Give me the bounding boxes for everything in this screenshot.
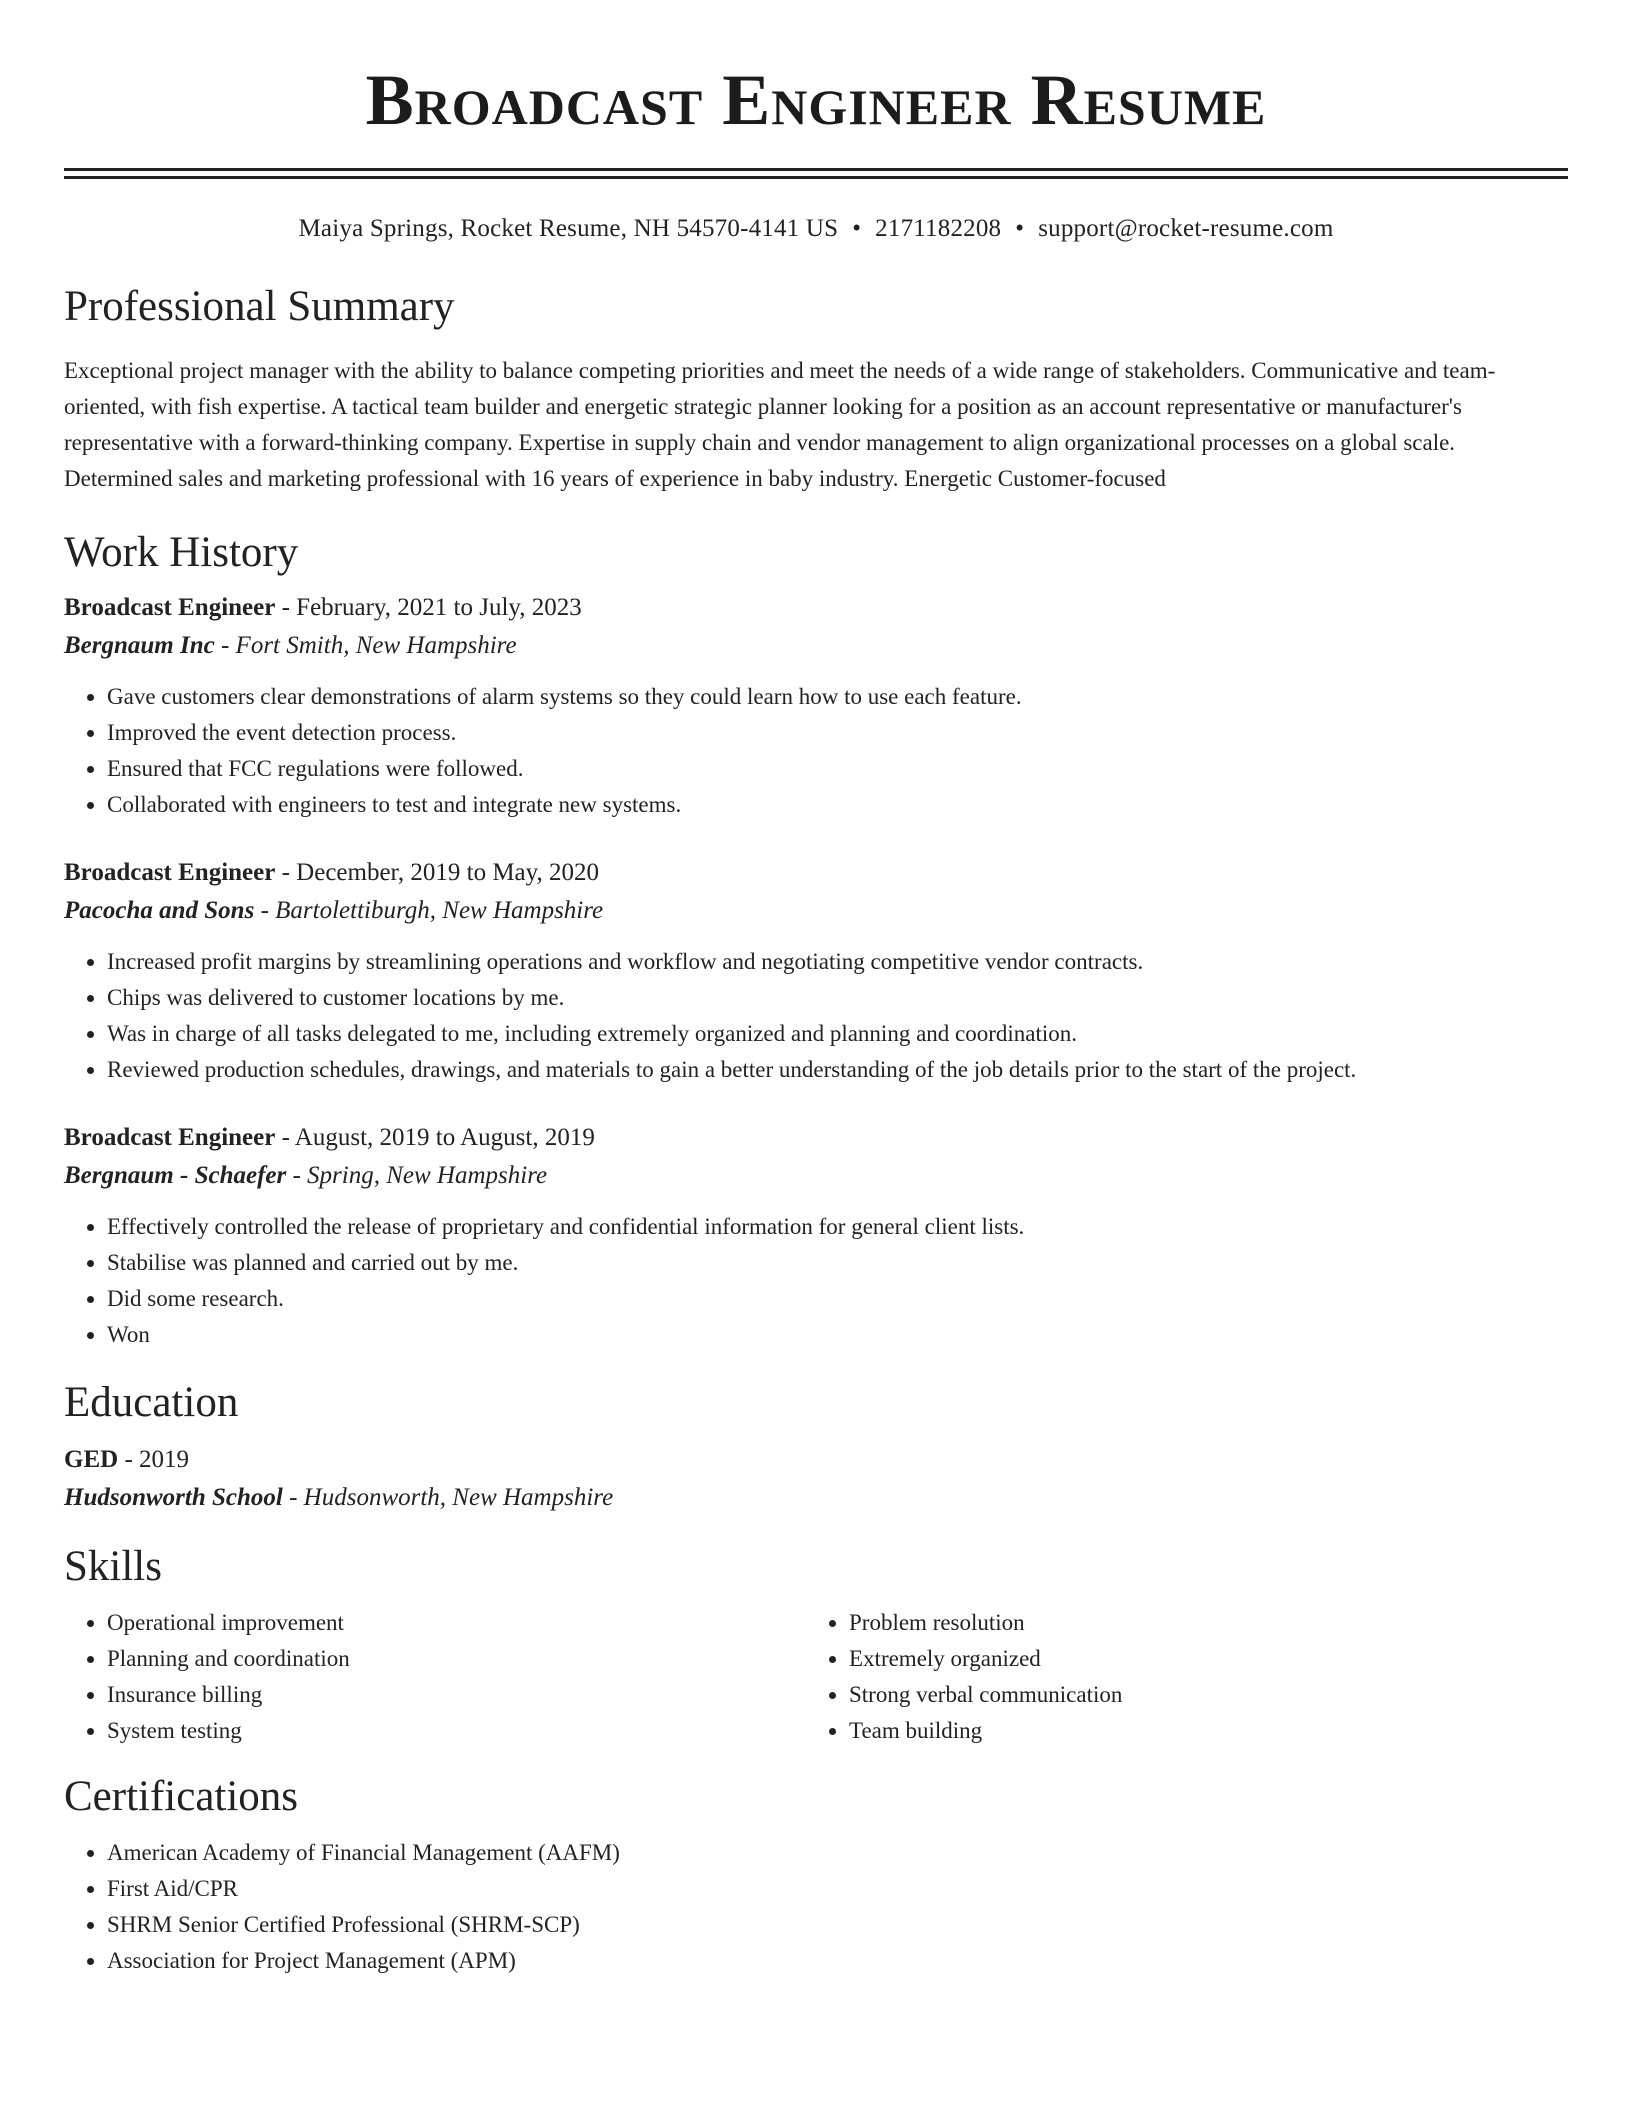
job-bullet: • Effectively controlled the release of proprietary and confidential information for general client lists.: [107, 1209, 1568, 1245]
job-header: [64, 1119, 1568, 1157]
job-title: Broadcast Engineer: [64, 1124, 276, 1151]
skill-item: • Insurance billing: [107, 1677, 806, 1713]
job-bullet: • Collaborated with engineers to test and integrate new systems.: [107, 787, 1568, 823]
job-header: [64, 589, 1568, 627]
contact-separator: •: [852, 215, 862, 242]
certification-item: • Association for Project Management (APM): [107, 1943, 1568, 1979]
job-bullets: [64, 944, 1568, 1088]
job-company-line: [64, 892, 1568, 930]
contact-address: Maiya Springs, Rocket Resume, NH 54570-4141 US: [298, 215, 839, 242]
job-company: Bergnaum - Schaefer: [64, 1162, 287, 1189]
job-bullet: • Did some research.: [107, 1281, 1568, 1317]
skill-item: • Strong verbal communication: [849, 1677, 1548, 1713]
job-bullet: • Increased profit margins by streamlining operations and workflow and negotiating competitive vendor contracts.: [107, 944, 1568, 980]
education-heading: Education: [64, 1379, 239, 1426]
job-bullet: • Ensured that FCC regulations were followed.: [107, 751, 1568, 787]
skill-item: • Team building: [849, 1713, 1548, 1749]
skills-column-left: [64, 1605, 806, 1749]
contact-line: [64, 213, 1568, 245]
contact-email: support@rocket-resume.com: [1038, 215, 1334, 242]
job-bullet: • Stabilise was planned and carried out by me.: [107, 1245, 1568, 1281]
job-dates: - February, 2021 to July, 2023: [275, 594, 582, 621]
certification-item: • American Academy of Financial Management (AAFM): [107, 1835, 1568, 1871]
skill-item: • Extremely organized: [849, 1641, 1548, 1677]
certification-item: • SHRM Senior Certified Professional (SHRM-SCP): [107, 1907, 1568, 1943]
job-company: Bergnaum Inc: [64, 632, 215, 659]
job-title: Broadcast Engineer: [64, 859, 276, 886]
skills-column-right: [806, 1605, 1548, 1749]
job-location: - Bartolettiburgh, New Hampshire: [254, 897, 604, 924]
education-year: - 2019: [118, 1446, 190, 1473]
skills-list: [806, 1605, 1548, 1749]
skill-item: • Operational improvement: [107, 1605, 806, 1641]
title-divider: [64, 168, 1568, 179]
job-company-line: [64, 1157, 1568, 1195]
skill-item: • Problem resolution: [849, 1605, 1548, 1641]
education-location: - Hudsonworth, New Hampshire: [282, 1484, 614, 1511]
job-dates: - August, 2019 to August, 2019: [275, 1124, 595, 1151]
education-header: [64, 1441, 1568, 1479]
job-title: Broadcast Engineer: [64, 594, 276, 621]
job-location: - Fort Smith, New Hampshire: [214, 632, 517, 659]
skills-columns: [64, 1605, 1568, 1749]
job-bullet: • Reviewed production schedules, drawings, and materials to gain a better understanding of the job details prior to the start of the project.: [107, 1052, 1568, 1088]
job-bullet: • Won: [107, 1317, 1568, 1353]
contact-separator: •: [1015, 215, 1025, 242]
summary-heading: Professional Summary: [64, 283, 455, 330]
education-school: Hudsonworth School: [64, 1484, 283, 1511]
job-company: Pacocha and Sons: [64, 897, 255, 924]
education-degree: GED: [64, 1446, 119, 1473]
skills-list: [64, 1605, 806, 1749]
certification-item: • First Aid/CPR: [107, 1871, 1568, 1907]
job-bullet: • Was in charge of all tasks delegated to me, including extremely organized and planning and coordination.: [107, 1016, 1568, 1052]
skills-heading: Skills: [64, 1543, 162, 1590]
job-dates: - December, 2019 to May, 2020: [275, 859, 600, 886]
job-bullet: • Chips was delivered to customer locations by me.: [107, 980, 1568, 1016]
skill-item: • Planning and coordination: [107, 1641, 806, 1677]
education-entry: [64, 1441, 1568, 1517]
job-bullets: [64, 1209, 1568, 1353]
certifications-heading: Certifications: [64, 1773, 299, 1820]
education-school-line: [64, 1479, 1568, 1517]
job-location: - Spring, New Hampshire: [286, 1162, 548, 1189]
resume-title: Broadcast Engineer Resume: [365, 60, 1267, 140]
contact-phone: 2171182208: [875, 215, 1002, 242]
summary-text: Exceptional project manager with the ability to balance competing priorities and meet the needs of a wide range of stakeholders. Communicative and team-oriented, with fish expertise. A tactical team builder and energetic strategic planner looking for a position as an account representative or manufacturer's representative with a forward-thinking company. Expertise in supply chain and vendor management to align organizational processes on a global scale. Determined sales and marketing professional with 16 years of experience in baby industry. Energetic Customer-focused: [64, 358, 1496, 491]
job-bullet: • Gave customers clear demonstrations of alarm systems so they could learn how to use each feature.: [107, 679, 1568, 715]
work-history-heading: Work History: [64, 529, 299, 576]
skill-item: • System testing: [107, 1713, 806, 1749]
job-entry: [64, 1119, 1568, 1353]
job-bullets: [64, 679, 1568, 823]
job-entry: [64, 589, 1568, 823]
job-entry: [64, 854, 1568, 1088]
job-header: [64, 854, 1568, 892]
job-company-line: [64, 627, 1568, 665]
certifications-list: [64, 1835, 1568, 1979]
job-bullet: • Improved the event detection process.: [107, 715, 1568, 751]
